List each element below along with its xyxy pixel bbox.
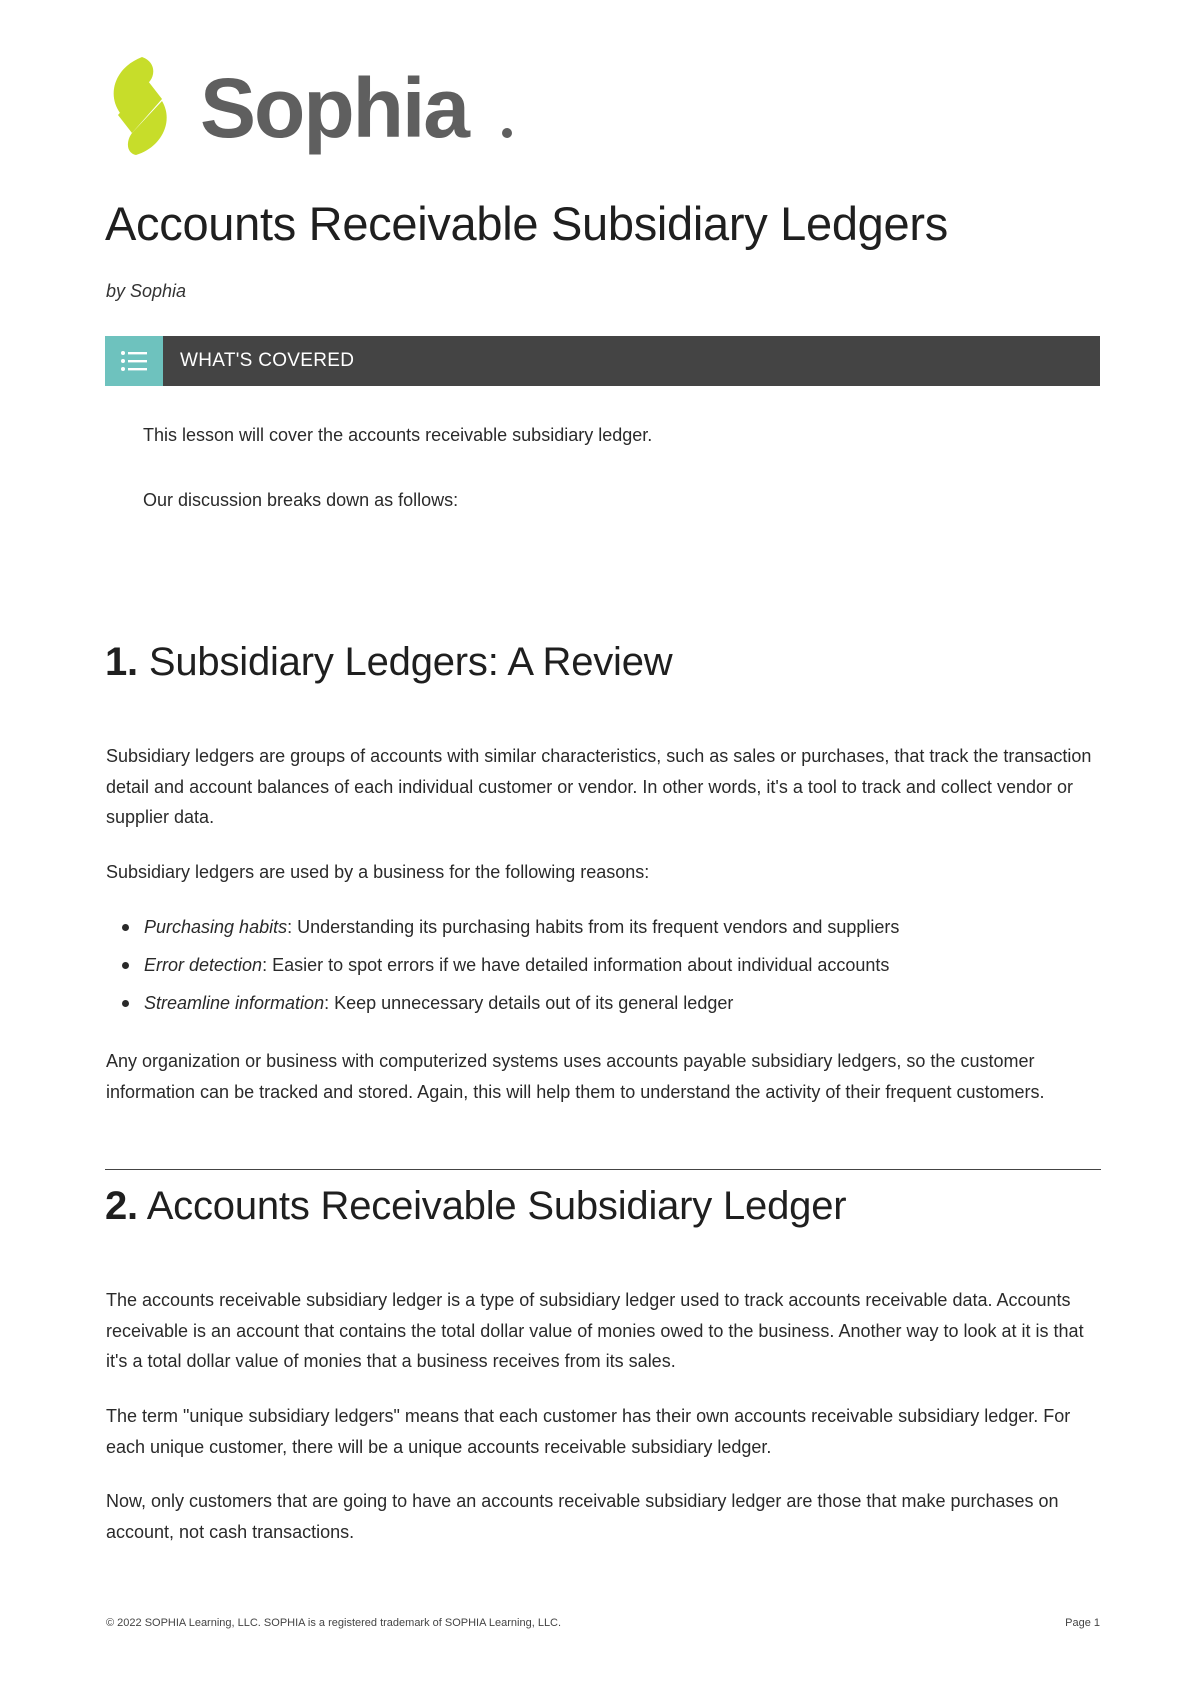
section-1-heading [105, 640, 672, 685]
section-1-paragraph-3: Any organization or business with computerized systems uses accounts payable subsidiary ledgers, so the customer information can be tracked and stored. Again, this will help them to understand the activity of their frequent customers. [106, 1051, 1045, 1102]
covered-intro: This lesson will cover the accounts receivable subsidiary ledger. [143, 425, 653, 445]
footer-copyright: © 2022 SOPHIA Learning, LLC. SOPHIA is a registered trademark of SOPHIA Learning, LLC. [106, 1617, 562, 1629]
section-1-paragraph-2: Subsidiary ledgers are used by a business for the following reasons: [106, 862, 650, 882]
sophia-logo-dot-icon [502, 128, 512, 138]
section-2-paragraph-2: The term "unique subsidiary ledgers" means that each customer has their own accounts receivable subsidiary ledger. For each unique customer, there will be a unique accounts receivable subsidiary ledger. [106, 1406, 1071, 1457]
bullet-text: : Easier to spot errors if we have detailed information about individual accounts [262, 955, 890, 975]
section-2-number: 2. [105, 1184, 138, 1228]
section-divider [105, 1169, 1101, 1170]
bullet-text: : Keep unnecessary details out of its general ledger [324, 993, 734, 1013]
sophia-logo-mark-icon [114, 57, 167, 155]
reasons-list [122, 912, 899, 1026]
section-1-title: Subsidiary Ledgers: A Review [148, 640, 673, 684]
sophia-logo [104, 55, 524, 165]
sophia-logo-wordmark: Sophia [200, 61, 469, 155]
whats-covered-banner [105, 336, 1100, 386]
bullet-term: Error detection [144, 955, 263, 975]
page-title: Accounts Receivable Subsidiary Ledgers [105, 197, 948, 250]
list-icon [105, 336, 163, 386]
footer-page-number: Page 1 [1065, 1617, 1100, 1629]
list-item [122, 912, 899, 950]
section-2-heading [105, 1184, 846, 1229]
bullet-term: Streamline information [144, 993, 325, 1013]
bullet-term: Purchasing habits [144, 917, 288, 937]
section-1-number: 1. [105, 640, 138, 684]
section-2-paragraph-1: The accounts receivable subsidiary ledger is a type of subsidiary ledger used to track accounts receivable data. Accounts receivable is an account that contains the total dollar value of monies owed to the business. Another way to look at it is that it's a total dollar value of monies that a business receives from its sales. [106, 1290, 1084, 1371]
section-2-title: Accounts Receivable Subsidiary Ledger [146, 1184, 847, 1228]
bullet-icon [122, 924, 129, 931]
list-item [122, 950, 899, 988]
list-item [122, 988, 899, 1026]
covered-breakdown: Our discussion breaks down as follows: [143, 490, 459, 510]
byline: by Sophia [106, 281, 187, 301]
section-1-paragraph-1: Subsidiary ledgers are groups of accounts with similar characteristics, such as sales or purchases, that track the transaction detail and account balances of each individual customer or vendor. In other words, it's a tool to track and collect vendor or supplier data. [106, 746, 1092, 827]
whats-covered-label: WHAT'S COVERED [180, 350, 355, 371]
bullet-icon [122, 962, 129, 969]
section-2-paragraph-3: Now, only customers that are going to have an accounts receivable subsidiary ledger are those that make purchases on account, not cash transactions. [106, 1491, 1059, 1542]
bullet-icon [122, 1000, 129, 1007]
bullet-text: : Understanding its purchasing habits from its frequent vendors and suppliers [287, 917, 900, 937]
